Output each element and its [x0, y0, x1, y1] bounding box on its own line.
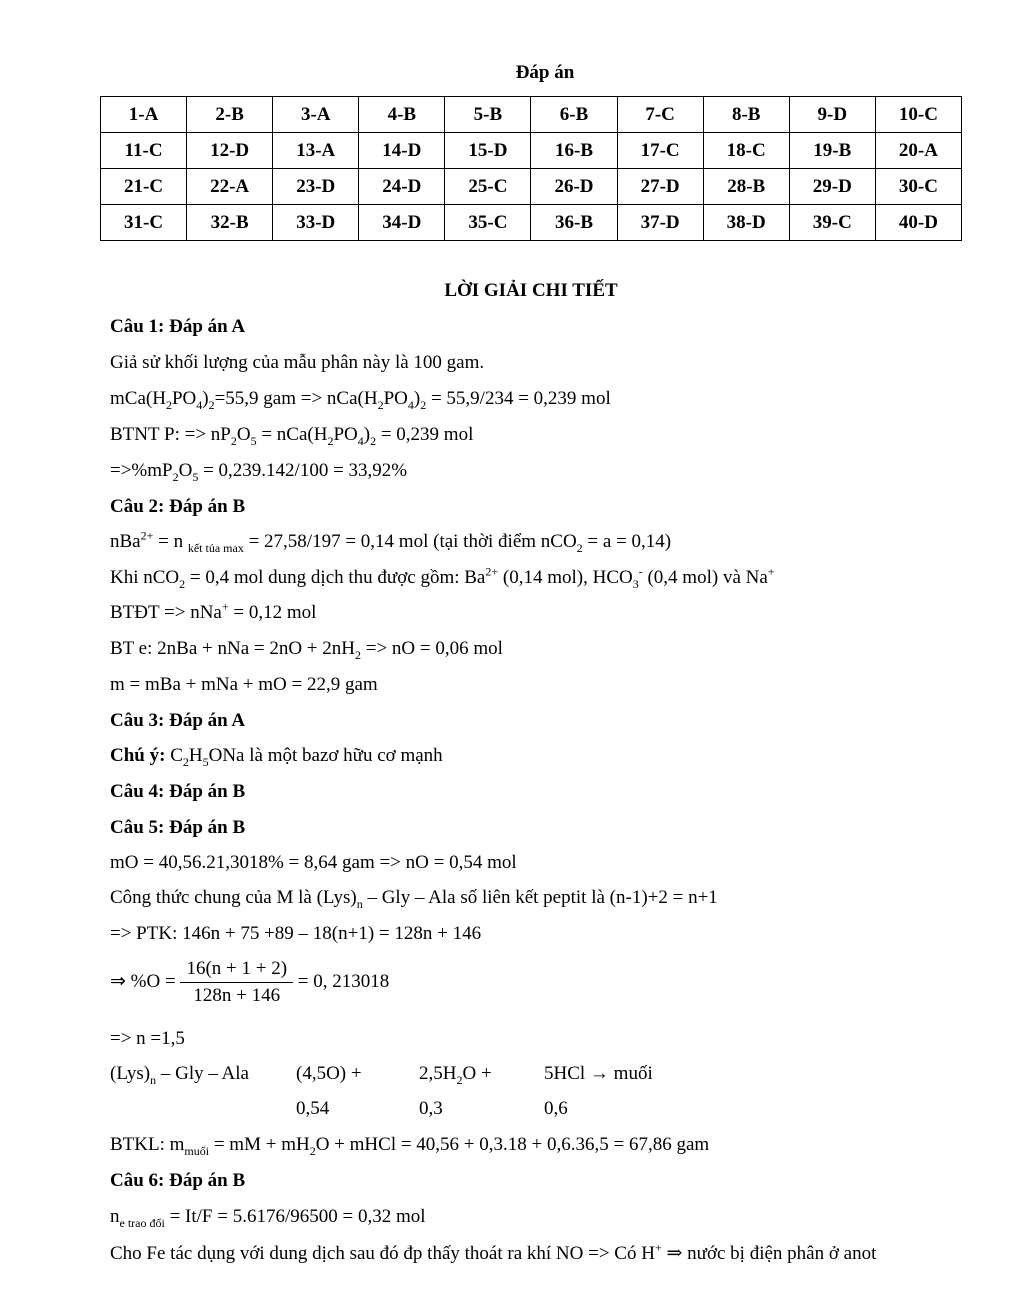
q3-note: Chú ý: $C_2H_5ONa$ là một bazơ hữu cơ mạnh — [110, 745, 443, 769]
answer-cell: 25-C — [445, 169, 531, 205]
answer-cell: 36-B — [531, 205, 617, 241]
q1-line3: BTNT P: => $nP_2O_5 = nCa(H_2PO_4)_2 = 0,239$ mol — [110, 424, 474, 448]
q3-heading: Câu 3: Đáp án A — [110, 710, 246, 731]
q2-line4: BT e: 2nBa + nNa = $2nO + 2nH_2$ => nO = 0,06 mol — [110, 638, 503, 662]
answer-cell: 5-B — [445, 97, 531, 133]
answer-row — [101, 133, 962, 169]
answer-key-title: Đáp án — [515, 62, 575, 83]
q5-reaction-hcl: 5HCl → muối — [544, 1063, 653, 1084]
q1-line4: $=>\%mP_2O_5 = 0,239.142/100 = 33,92\%$ — [110, 460, 408, 484]
q4-heading: Câu 4: Đáp án B — [110, 781, 246, 802]
q2-line1: nBa$^{2+}$ = n $_{kết tủa max}$ = 27,58/197 = 0,14 mol (tại thời điểm nCO$_2$ = a = 0,14) — [110, 528, 672, 555]
answer-cell: 23-D — [273, 169, 359, 205]
answer-cell: 6-B — [531, 97, 617, 133]
q2-line5: m = mBa + mNa + mO = 22,9 gam — [110, 674, 378, 695]
q3-note-label: Chú ý: — [110, 745, 166, 766]
q6-line1: $n_{e trao đổi} = It/F = 5.6176/96500 = 0,32$ mol — [110, 1206, 426, 1230]
answer-cell: 9-D — [789, 97, 875, 133]
q5-line3: => PTK: 146n + 75 +89 – 18(n+1) = 128n + 146 — [110, 923, 482, 944]
q5-line1: mO = 40,56.21,3018% = 8,64 gam => nO = 0,54 mol — [110, 852, 517, 873]
q1-heading: Câu 1: Đáp án A — [110, 316, 246, 337]
answer-cell: 13-A — [273, 133, 359, 169]
answer-cell: 21-C — [101, 169, 187, 205]
q5-reaction-h2o: $2,5H_2O$ + — [419, 1063, 492, 1087]
q5-formula: ⇒ %O = $\frac{16(n + 1 + 2)}{128n + 146}$ = 0, 213018 — [110, 958, 390, 1006]
answer-row — [101, 205, 962, 241]
answer-cell: 11-C — [101, 133, 187, 169]
answer-cell: 33-D — [273, 205, 359, 241]
answer-cell: 19-B — [789, 133, 875, 169]
answer-cell: 12-D — [187, 133, 273, 169]
q5-reaction-o: (4,5O) + — [296, 1063, 362, 1084]
answer-cell: 20-A — [875, 133, 961, 169]
answer-cell: 34-D — [359, 205, 445, 241]
answer-cell: 3-A — [273, 97, 359, 133]
q5-amount-h2o: 0,3 — [419, 1098, 443, 1119]
answer-cell: 38-D — [703, 205, 789, 241]
q5-amount-hcl: 0,6 — [544, 1098, 568, 1119]
answer-cell: 8-B — [703, 97, 789, 133]
answer-cell: 26-D — [531, 169, 617, 205]
q6-heading: Câu 6: Đáp án B — [110, 1170, 246, 1191]
answer-cell: 35-C — [445, 205, 531, 241]
q5-amount-o: 0,54 — [296, 1098, 330, 1119]
q5-btkl: BTKL: $m_{muối}$ = mM + $mH_2O$ + mHCl = 40,56 + 0,3.18 + 0,6.36,5 = 67,86 gam — [110, 1134, 710, 1158]
q2-line3: BTĐT => nNa+ = 0,12 mol — [110, 599, 317, 623]
q5-line2: Công thức chung của M là $(Lys)_n$ – Gly – Ala số liên kết peptit là (n-1)+2 = n+1 — [110, 887, 718, 911]
answer-cell: 4-B — [359, 97, 445, 133]
q5-line5: => n =1,5 — [110, 1028, 185, 1049]
answer-key-table — [100, 96, 962, 241]
answer-cell: 1-A — [101, 97, 187, 133]
q1-line1: Giả sử khối lượng của mẫu phân này là 100 gam. — [110, 352, 485, 373]
answer-cell: 30-C — [875, 169, 961, 205]
answer-cell: 2-B — [187, 97, 273, 133]
answer-cell: 17-C — [617, 133, 703, 169]
answer-cell: 22-A — [187, 169, 273, 205]
answer-cell: 24-D — [359, 169, 445, 205]
answer-cell: 10-C — [875, 97, 961, 133]
section-title: LỜI GIẢI CHI TIẾT — [444, 280, 618, 301]
answer-cell: 27-D — [617, 169, 703, 205]
q5-reaction-lhs: $(Lys)_n$ – Gly – Ala — [110, 1063, 249, 1087]
q5-heading: Câu 5: Đáp án B — [110, 817, 246, 838]
answer-cell: 28-B — [703, 169, 789, 205]
answer-cell: 31-C — [101, 205, 187, 241]
answer-cell: 32-B — [187, 205, 273, 241]
answer-cell: 40-D — [875, 205, 961, 241]
answer-cell: 37-D — [617, 205, 703, 241]
q6-line2: Cho Fe tác dụng với dung dịch sau đó đp thấy thoát ra khí NO => Có H+ ⇒ nước bị điện phân ở anot — [110, 1240, 877, 1264]
q5-fraction: $\frac{16(n + 1 + 2)}{128n + 146}$ — [180, 958, 293, 1007]
q2-line2: Khi nCO$_2$ = 0,4 mol dung dịch thu được gồm: $Ba^{2+}$ (0,14 mol), $HCO_3^-$ (0,4 mol) và Na+ — [110, 564, 775, 591]
answer-row — [101, 97, 962, 133]
answer-cell: 16-B — [531, 133, 617, 169]
answer-cell: 14-D — [359, 133, 445, 169]
q2-heading: Câu 2: Đáp án B — [110, 496, 246, 517]
answer-cell: 7-C — [617, 97, 703, 133]
answer-row — [101, 169, 962, 205]
answer-cell: 15-D — [445, 133, 531, 169]
answer-cell: 39-C — [789, 205, 875, 241]
answer-cell: 29-D — [789, 169, 875, 205]
answer-cell: 18-C — [703, 133, 789, 169]
q1-line2: $mCa(H_2PO_4)_2=55,9$ gam => $nCa(H_2PO_4)_2 = 55,9/234 = 0,239$ mol — [110, 388, 611, 412]
